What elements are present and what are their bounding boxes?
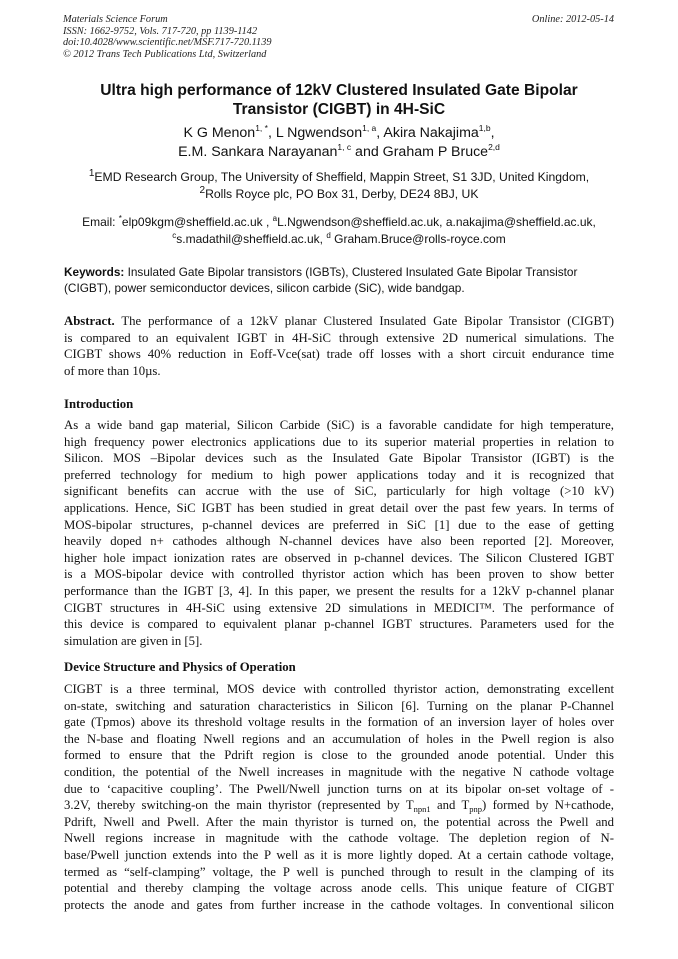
subscript: pnp [469,804,482,815]
device-heading: Device Structure and Physics of Operation [64,660,296,674]
email-sup: a [272,214,278,223]
device-text: and T [430,798,470,813]
author-sup: 1, c [337,142,352,152]
abstract [64,313,614,379]
introduction-body [64,417,614,649]
affiliation-sup: 2 [199,185,206,196]
email-address: elp09kgm@sheffield.ac.uk , [121,215,273,229]
intro-line: Silicon. MOS –Bipolar devices such as the Insulated Gate Bipolar Transistor (IGBT) is the [64,451,614,466]
device-text: 3.2V, thereby switching-on the main thyristor (represented by T [64,798,414,813]
journal-issn: ISSN: 1662-9752, Vols. 717-720, pp 1139-1142 [63,25,258,37]
device-line: formed to ensure that the Pdrift region is close to the grounded anode potential. Under this [64,748,614,763]
online-date: Online: 2012-05-14 [531,14,614,25]
author-name: E.M. Sankara Narayanan [178,144,338,160]
intro-line: preferred technology for medium to high power applications today and it is recognized that [64,467,614,482]
author-line [64,124,614,143]
intro-line: simulation are given in [5]. [64,633,203,648]
device-line: gate (Tpmos) above its threshold voltage results in the formation of an inversion layer of holes over [64,715,614,730]
author-separator: , [490,125,495,141]
email-address: L.Ngwendson@sheffield.ac.uk, a.nakajima@sheffield.ac.uk, [277,215,596,229]
title-line: Ultra high performance of 12kV Clustered Insulated Gate Bipolar [100,82,578,99]
email-sup: c [172,231,177,240]
abstract-label: Abstract. [64,314,115,328]
email-address: Graham.Bruce@rolls-royce.com [330,232,506,246]
intro-line: is a MOS-bipolar device with controlled thyristor action which has been proven to show better [64,567,614,582]
email-sup: d [326,231,331,240]
abstract-line [64,313,614,330]
journal-info [63,14,272,60]
intro-line: higher hole impact ionization rates are observed in p-channel devices. The Silicon Clustered IGBT [64,550,614,565]
intro-line: this device is compared to equivalent planar p-channel IGBT structures. Parameters used for the [64,617,614,632]
author-name: and Graham P Bruce [351,144,489,160]
keywords-label: Keywords: [64,265,125,279]
keywords-text: Insulated Gate Bipolar transistors (IGBTs), Clustered Insulated Gate Bipolar Transistor [124,265,578,279]
author-sup: 2,d [488,142,500,152]
keywords-line: (CIGBT), power semiconductor devices, silicon carbide (SiC), wide bandgap. [64,281,465,295]
abstract-line: of more than 10µs. [64,363,161,378]
author-sup: 1,b [478,123,491,133]
journal-doi: doi:10.4028/www.scientific.net/MSF.717-720.1139 [63,37,272,49]
author-name: , Akira Nakajima [376,125,479,141]
device-line: base/Pwell junction extends into the P well as it is more lightly doped. At a certain cathode voltage, [64,847,614,862]
intro-line: high frequency power electronics applications due to its superior material properties in relation to [64,434,614,449]
journal-copyright: © 2012 Trans Tech Publications Ltd, Switzerland [63,48,267,60]
affiliation-line [64,186,614,203]
device-line: termed as “self-clamping” voltage, the P well is punched through to result in the clamping of its [64,864,614,879]
intro-line: As a wide band gap material, Silicon Carbide (SiC) is a favorable candidate for high temperature, [64,418,614,432]
intro-line: significant benefits can accrue with the use of SiC, particularly for high voltage (>10 kV) [64,484,614,499]
device-line: the N-base and floating Nwell regions and an accumulation of holes in the Pwell region is also [64,731,614,746]
author-name: K G Menon [183,125,256,141]
author-list [64,124,614,162]
intro-line: applications. Hence, SiC IGBT has been studied in great detail over the past few years. In terms of [64,500,614,515]
device-line: Nwell regions increase in magnitude with the cathode voltage. The depletion region of N- [64,831,614,846]
affiliation-text: EMD Research Group, The University of Sheffield, Mappin Street, S1 3JD, United Kingdom, [94,170,590,184]
intro-line: heavily doped n+ cathodes although N-channel devices have also been reported [2]. Moreover, [64,534,614,549]
affiliation-sup: 1 [88,168,95,179]
email-line [64,214,614,231]
device-line: protects the anode and gates from further increase in the cathode voltages. In conventional silicon [64,897,614,912]
abstract-line: CIGBT shows 40% reduction in Eoff-Vce(sat) trade off losses with a short circuit endurance time [64,347,614,362]
paper-title [64,82,614,119]
device-line [64,797,614,814]
introduction-heading: Introduction [64,397,134,411]
intro-line: CIGBT structures in 4H-SiC using extensive 2D simulations in MEDICI™. The performance of [64,600,614,615]
device-line: CIGBT is a three terminal, MOS device with controlled thyristor action, demonstrating excellent [64,682,614,696]
email-block [64,214,614,248]
device-line: condition, the potential of the Nwell increases in magnitude with the negative N cathode voltage [64,764,614,779]
title-line: Transistor (CIGBT) in 4H-SiC [232,100,446,118]
author-sup: 1, a [362,123,377,133]
author-line [64,143,614,162]
affiliation-text: Rolls Royce plc, PO Box 31, Derby, DE24 8BJ, UK [205,187,479,201]
email-sup: * [118,214,122,223]
device-line: on-state, switching and saturation characteristics in Silicon [6]. Turning on the planar P-Channel [64,698,614,713]
abstract-text: The performance of a 12kV planar Clustered Insulated Gate Bipolar Transistor (CIGBT) [114,314,614,328]
intro-line: performance than the IGBT [3, 4]. In this paper, we present the results for a 12kV p-channel planar [64,583,614,598]
subscript: npn1 [413,804,431,815]
author-name: , L Ngwendson [267,125,363,141]
device-line: potential and thereby clamping the voltage across anode cells. This unique feature of CIGBT [64,881,614,896]
keywords [64,264,614,296]
author-sup: 1, * [255,123,268,133]
affiliation-line [64,169,614,186]
intro-line: MOS-bipolar structures, p-channel devices are preferred in SiC [1] due to the ease of getting [64,517,614,532]
affiliations [64,169,614,203]
abstract-line: is compared to an equivalent IGBT in 4H-SiC through extensive 2D numerical simulations. The [64,330,614,345]
email-label: Email: [82,215,119,229]
device-line: Pdrift, Nwell and Pwell. After the main thyristor is turned on, the potential across the Pwell and [64,814,614,829]
email-address: s.madathil@sheffield.ac.uk, [176,232,327,246]
device-body [64,681,614,913]
device-line: due to ‘capacitive coupling’. The Pwell/Nwell junction turns on at its bipolar on-set voltage of - [64,781,614,796]
device-text: ) formed by N+cathode, [482,798,614,813]
journal-name: Materials Science Forum [63,14,168,25]
email-line [64,231,614,248]
keywords-line [64,264,614,280]
